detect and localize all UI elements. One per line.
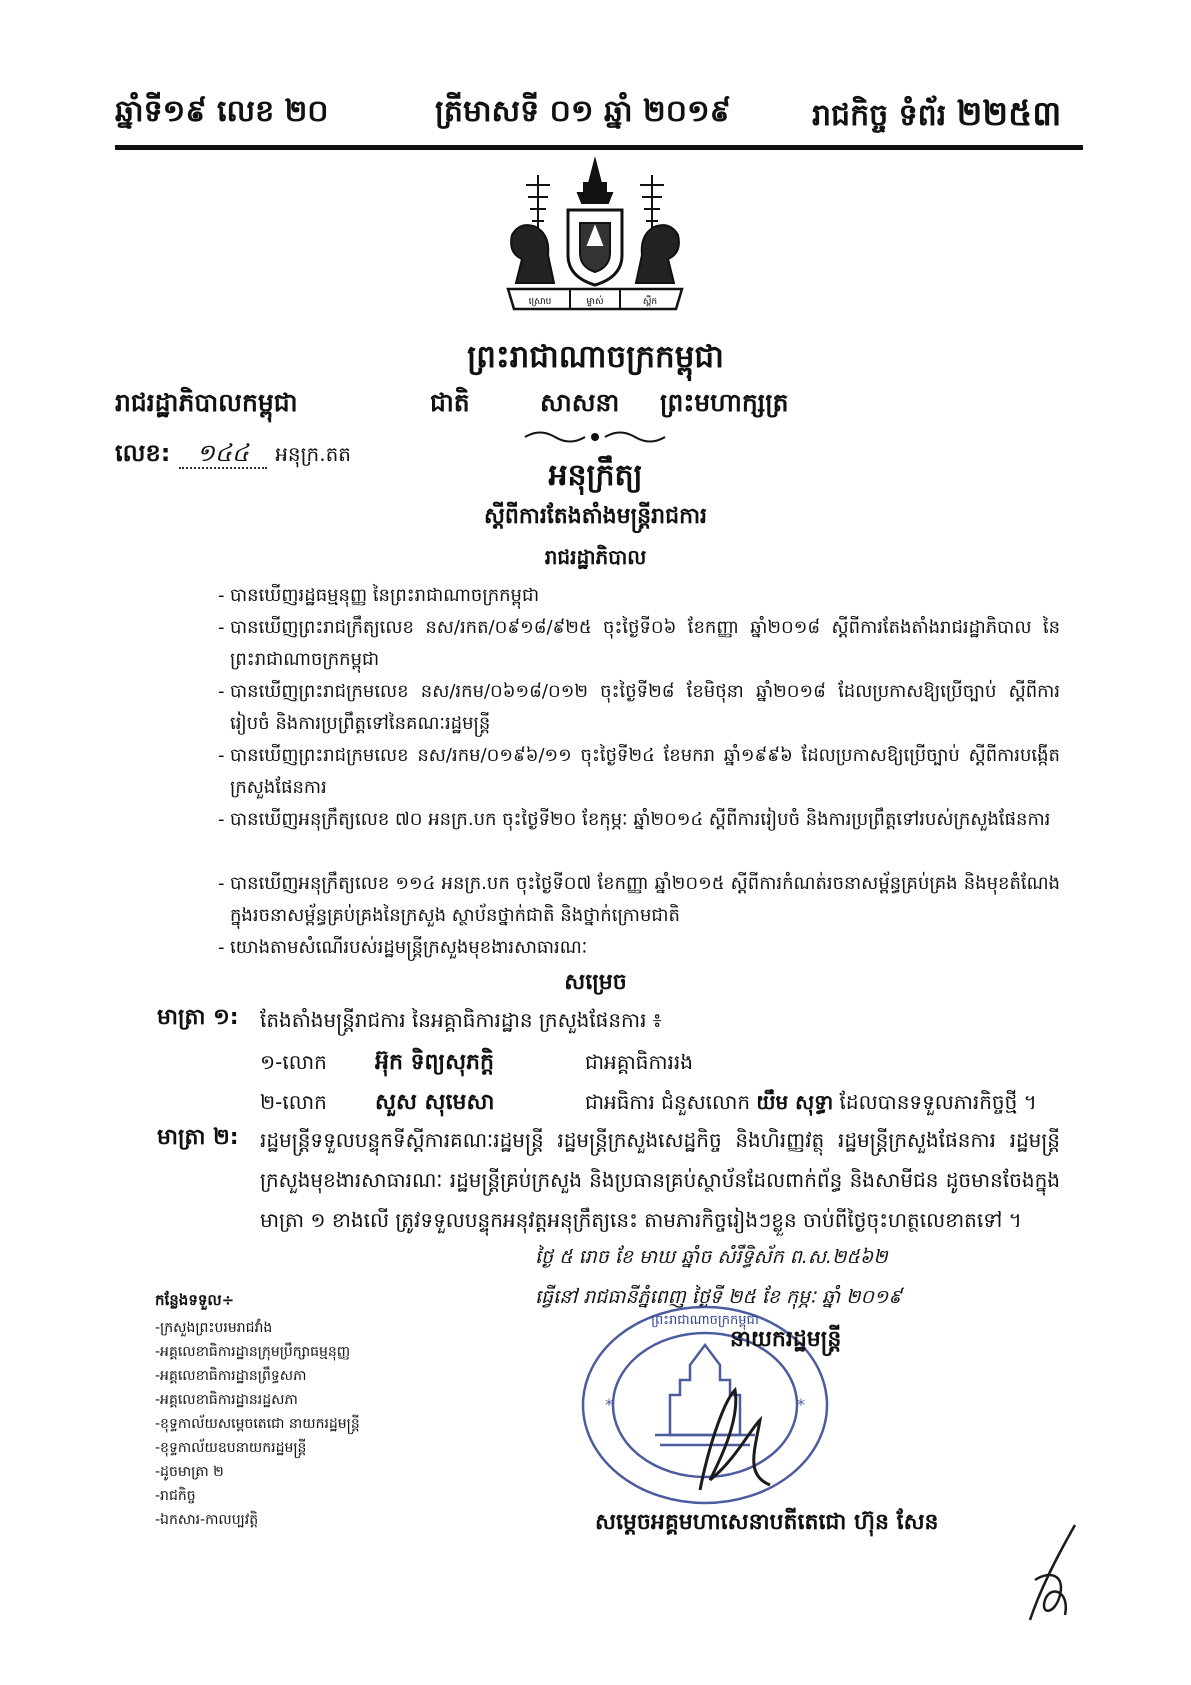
- motto-ornament-icon: [520, 428, 670, 446]
- recipient-item: -ដូចមាត្រា ២: [155, 1464, 224, 1480]
- motto-nation: ជាតិ: [430, 388, 470, 417]
- document-number-value: ១៤៤: [179, 439, 267, 469]
- svg-text:*: *: [605, 1395, 613, 1414]
- gazette-page-number: ២២៥៣: [956, 94, 1062, 134]
- svg-text:*: *: [797, 1395, 805, 1414]
- reference-item: - បានឃើញព្រះរាជក្រមលេខ នស/រកម/០១៩៦/១១ ចុះថ្ងៃទី២៤ ខែមករា ឆ្នាំ១៩៩៦ ដែលប្រកាសឱ្យប្រើច្បាប់ ស្ដីពីការបង្កើតក្រសួងផែនការ: [218, 745, 1060, 798]
- gazette-quarter: ត្រីមាសទី ០១ ឆ្នាំ ២០១៩: [435, 94, 731, 129]
- appointee-role: ជាអគ្គាធិការរង: [585, 1050, 693, 1074]
- recipient-item: -អគ្គលេខាធិការដ្ឋានរដ្ឋសភា: [155, 1392, 298, 1408]
- emblem-ribbon-left: ស្រោប: [528, 297, 552, 307]
- recipient-item: -ឯកសារ-កាលប្បវត្តិ: [155, 1512, 259, 1528]
- document-number-label: លេខ:: [115, 439, 171, 467]
- issuing-government: រាជរដ្ឋាភិបាលកម្ពុជា: [115, 388, 298, 417]
- recipient-item: -ខុទ្ទកាល័យឧបនាយករដ្ឋមន្ត្រី: [155, 1440, 307, 1456]
- article-1-label: មាត្រា ១:: [157, 1005, 239, 1030]
- signer-title: នាយករដ្ឋមន្ត្រី: [730, 1327, 842, 1352]
- appointee-row: [260, 1082, 1080, 1123]
- reference-item: - បានឃើញអនុក្រឹត្យលេខ ៧០ អនក្រ.បក ចុះថ្ងៃទី២០ ខែកុម្ភៈ ឆ្នាំ២០១៤ ស្ដីពីការរៀបចំ និងការប្រព្រឹត្តទៅរបស់ក្រសួងផែនការ: [218, 809, 1051, 830]
- royal-emblem-icon: [490, 155, 700, 320]
- kingdom-name: ព្រះរាជាណាចក្រកម្ពុជា: [467, 339, 724, 375]
- emblem-ribbon-middle: ម្ចាស់: [586, 297, 604, 307]
- emblem-ribbon-right: ស្ពឹក: [642, 297, 658, 307]
- article-2-text: រដ្ឋមន្ត្រីទទួលបន្ទុកទីស្តីការគណៈរដ្ឋមន្ត្រី រដ្ឋមន្ត្រីក្រសួងសេដ្ឋកិច្ច និងហិរញ្ញវត្ថុ រដ្ឋមន្ត្រីក្រសួងផែនការ រដ្ឋមន្ត្រីក្រសួងមុខងារសាធារណៈ រដ្ឋមន្ត្រីគ្រប់ក្រសួង និងប្រធានគ្រប់ស្ថាប័នដែលពាក់ព័ន្ធ និងសាមីជន ដូចមានចែងក្នុងមាត្រា ១ ខាងលើ ត្រូវទទួលបន្ទុកអនុវត្តអនុក្រឹត្យនេះ តាមភារកិច្ចរៀងៗខ្លួន ចាប់ពីថ្ងៃចុះហត្ថលេខាតទៅ ។: [260, 1128, 1060, 1232]
- article-2-label: មាត្រា ២:: [157, 1125, 239, 1150]
- document-number-suffix: អនុក្រ.តត: [275, 442, 351, 466]
- reference-item: - បានឃើញព្រះរាជក្រឹត្យលេខ នស/រកត/០៩១៨/៩២៥ ចុះថ្ងៃទី០៦ ខែកញ្ញា ឆ្នាំ២០១៨ ស្ដីពីការតែងតាំងរាជរដ្ឋាភិបាល នៃព្រះរាជាណាចក្រកម្ពុជា: [218, 617, 1060, 670]
- reference-item: - បានឃើញអនុក្រឹត្យលេខ ១១៤ អនក្រ.បក ចុះថ្ងៃទី០៧ ខែកញ្ញា ឆ្នាំ២០១៥ ស្ដីពីការកំណត់រចនាសម្ព័ន្ធគ្រប់គ្រង និងមុខតំណែងក្នុងរចនាសម្ព័ន្ធគ្រប់គ្រងនៃក្រសួង ស្ថាប័នថ្នាក់ជាតិ និងថ្នាក់ក្រោមជាតិ: [218, 873, 1060, 926]
- recipient-item: -អគ្គលេខាធិការដ្ឋានក្រុមប្រឹក្សាធម្មនុញ្ញ: [155, 1344, 351, 1360]
- appointee-row: [260, 1042, 1060, 1083]
- gazette-page: រាជកិច្ច ទំព័រ ២២៥៣: [812, 94, 1062, 134]
- reference-item: - បានឃើញរដ្ឋធម្មនុញ្ញ នៃព្រះរាជាណាចក្រកម្ពុជា: [218, 585, 540, 606]
- recipient-item: -ក្រសួងព្រះបរមរាជវាំង: [155, 1320, 273, 1336]
- reference-item: - យោងតាមសំណើរបស់រដ្ឋមន្ត្រីក្រសួងមុខងារសាធារណៈ: [218, 937, 588, 958]
- issuing-authority: រាជរដ្ឋាភិបាល: [544, 545, 647, 569]
- header-rule: [115, 145, 1083, 150]
- reference-item: - បានឃើញព្រះរាជក្រមលេខ នស/រកម/០៦១៨/០១២ ចុះថ្ងៃទី២៨ ខែមិថុនា ឆ្នាំ២០១៨ ដែលប្រកាសឱ្យប្រើច្បាប់ ស្ដីពីការរៀបចំ និងការប្រព្រឹត្តទៅនៃគណៈរដ្ឋមន្ត្រី: [218, 681, 1060, 734]
- initials-mark-icon: [1015, 1520, 1085, 1630]
- lunar-date: ថ្ងៃ ៥ រោច ខែ មាឃ ឆ្នាំច សំរឹទ្ធិស័ក ព.ស.២៥៦២: [535, 1246, 888, 1268]
- document-title: អនុក្រឹត្យ: [548, 458, 643, 493]
- place-and-date: ធ្វើនៅ រាជធានីភ្នំពេញ ថ្ងៃទី ២៥ ខែ កុម្ភៈ ឆ្នាំ ២០១៩: [535, 1286, 902, 1308]
- decision-heading: សម្រេច: [564, 970, 627, 995]
- gazette-year-issue: ឆ្នាំទី១៩ លេខ ២០: [115, 94, 329, 129]
- appointee-number: ១-លោក: [260, 1050, 327, 1074]
- appointee-name: សួស សុមេសា: [375, 1090, 495, 1115]
- signer-name: សម្ដេចអគ្គមហាសេនាបតីតេជោ ហ៊ុន សែន: [595, 1510, 939, 1535]
- recipient-item: -អគ្គលេខាធិការដ្ឋានព្រឹទ្ធសភា: [155, 1368, 307, 1384]
- recipient-item: -ខុទ្ទកាល័យសម្ដេចតេជោ នាយករដ្ឋមន្ត្រី: [155, 1416, 360, 1432]
- replaced-official-name: យឹម សុទ្ធា: [756, 1090, 834, 1114]
- document-subject: ស្ដីពីការតែងតាំងមន្ត្រីរាជការ: [483, 504, 707, 529]
- recipients-title: កន្លែងទទួល÷: [155, 1291, 235, 1309]
- appointee-role: ជាអធិការ ជំនួសលោក: [585, 1090, 757, 1114]
- seal-text: ព្រះរាជាណាចក្រកម្ពុជា: [651, 1313, 759, 1328]
- motto-religion: សាសនា: [540, 388, 620, 417]
- motto-king: ព្រះមហាក្សត្រ: [660, 388, 789, 417]
- recipient-item: -រាជកិច្ច: [155, 1488, 196, 1504]
- appointee-role-tail: ដែលបានទទួលភារកិច្ចថ្មី ។: [833, 1090, 1037, 1114]
- appointee-name: អ៊ុក ទិព្យសុភក្តិ: [375, 1050, 494, 1075]
- appointee-number: ២-លោក: [260, 1090, 327, 1114]
- article-1-text: តែងតាំងមន្ត្រីរាជការ នៃអគ្គាធិការដ្ឋាន ក្រសួងផែនការ ៖: [260, 1008, 662, 1032]
- signature-icon: [690, 1380, 780, 1500]
